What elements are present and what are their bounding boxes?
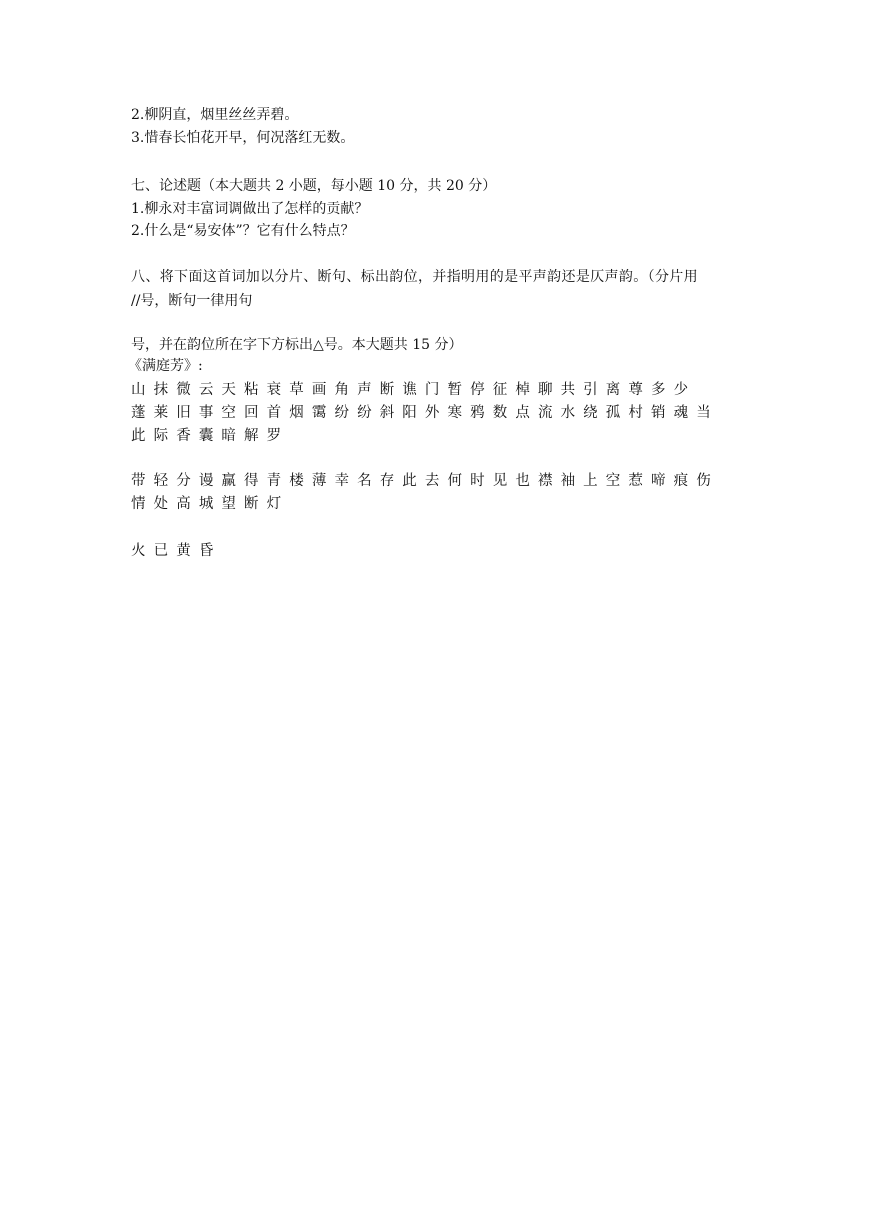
poem-part2-line2: 情 处 高 城 望 断 灯 xyxy=(131,496,282,512)
section7-question-2: 2.什么是“易安体”？它有什么特点？ xyxy=(131,223,355,239)
section6-item-3: 3.惜春长怕花开早，何况落红无数。 xyxy=(131,130,355,146)
section7-heading: 七、论述题（本大题共 2 小题，每小题 10 分，共 20 分） xyxy=(131,178,497,194)
poem-part1-line1: 山 抹 微 云 天 粘 衰 草 画 角 声 断 谯 门 暂 停 征 棹 聊 共 引 离 尊 多 少 xyxy=(131,382,689,398)
poem-part1-line2: 蓬 莱 旧 事 空 回 首 烟 霭 纷 纷 斜 阳 外 寒 鸦 数 点 流 水 绕 孤 村 销 魂 当 xyxy=(131,405,711,421)
poem-part3-line1: 火 已 黄 昏 xyxy=(131,543,214,559)
section6-item-2: 2.柳阴直，烟里丝丝弄碧。 xyxy=(131,107,299,123)
poem-title: 《满庭芳》: xyxy=(128,358,203,374)
poem-part2-line1: 带 轻 分 谩 赢 得 青 楼 薄 幸 名 存 此 去 何 时 见 也 襟 袖 上 空 惹 啼 痕 伤 xyxy=(131,473,711,489)
section8-heading-line1: 八、将下面这首词加以分片、断句、标出韵位，并指明用的是平声韵还是仄声韵。（分片用 xyxy=(131,269,698,285)
section8-heading-line2: //号，断句一律用句 xyxy=(131,293,253,309)
section7-question-1: 1.柳永对丰富词调做出了怎样的贡献？ xyxy=(131,201,369,217)
section8-heading-line3: 号，并在韵位所在字下方标出△号。本大题共 15 分） xyxy=(131,337,463,353)
poem-part1-line3: 此 际 香 囊 暗 解 罗 xyxy=(131,428,282,444)
